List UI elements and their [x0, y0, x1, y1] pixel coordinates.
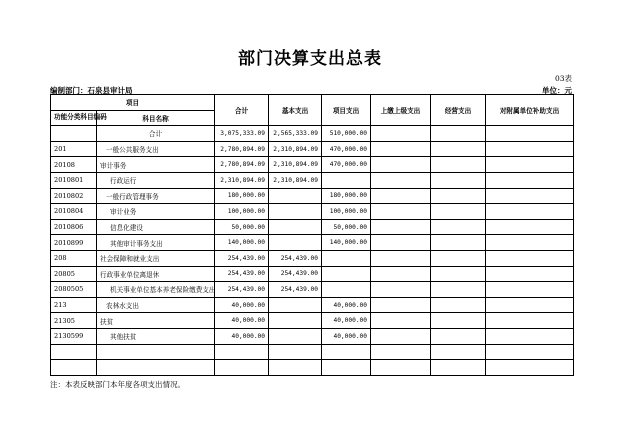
- table-row: [51, 328, 574, 344]
- cell-project: 510,000.00: [322, 126, 371, 142]
- cell-subject-name: 其他审计事务支出: [97, 235, 215, 251]
- cell-basic: [269, 297, 322, 313]
- cell-total: 50,000.00: [215, 219, 269, 235]
- cell-code: 201: [51, 141, 97, 157]
- cell-code: 2010801: [51, 172, 97, 188]
- table-row: [51, 282, 574, 298]
- cell-business: [431, 204, 486, 220]
- cell-business: [431, 126, 486, 142]
- cell-basic: 2,565,333.09: [269, 126, 322, 142]
- cell-business: [431, 297, 486, 313]
- cell-subject-name: 合计: [97, 126, 215, 142]
- cell-upload: [371, 126, 431, 142]
- cell-total: 180,000.00: [215, 188, 269, 204]
- cell-subject-name: 扶贫: [97, 313, 215, 329]
- cell-subsidy: [486, 188, 574, 204]
- cell-project: [322, 282, 371, 298]
- cell-project: [322, 266, 371, 282]
- cell-project: 180,000.00: [322, 188, 371, 204]
- expenditure-table: [50, 94, 574, 376]
- cell-subject-name: 一般行政管理事务: [97, 188, 215, 204]
- table-row: [51, 313, 574, 329]
- cell-basic: 254,439.00: [269, 282, 322, 298]
- footnote: 注：本表反映部门本年度各项支出情况。: [50, 380, 185, 389]
- cell-total: [215, 344, 269, 360]
- cell-business: [431, 328, 486, 344]
- cell-basic: 254,439.00: [269, 250, 322, 266]
- cell-code: 2010804: [51, 204, 97, 220]
- cell-business: [431, 141, 486, 157]
- cell-project: [322, 344, 371, 360]
- cell-upload: [371, 219, 431, 235]
- cell-business: [431, 235, 486, 251]
- header-project-expenditure: 项目支出: [322, 95, 371, 126]
- cell-business: [431, 219, 486, 235]
- table-row: [51, 172, 574, 188]
- header-business: 经营支出: [431, 95, 486, 126]
- cell-total: 3,075,333.09: [215, 126, 269, 142]
- cell-subject-name: 行政事业单位离退休: [97, 266, 215, 282]
- cell-business: [431, 282, 486, 298]
- cell-upload: [371, 250, 431, 266]
- header-basic: 基本支出: [269, 95, 322, 126]
- cell-total: 254,439.00: [215, 250, 269, 266]
- cell-code: 20108: [51, 157, 97, 173]
- cell-business: [431, 266, 486, 282]
- cell-subject-name: 一般公共服务支出: [97, 141, 215, 157]
- cell-total: 254,439.00: [215, 282, 269, 298]
- cell-subsidy: [486, 141, 574, 157]
- cell-upload: [371, 157, 431, 173]
- header-subsidy: 对附属单位补助支出: [486, 95, 574, 126]
- cell-basic: [269, 328, 322, 344]
- cell-code: 20805: [51, 266, 97, 282]
- cell-code: 2080505: [51, 282, 97, 298]
- cell-total: 40,000.00: [215, 328, 269, 344]
- cell-subsidy: [486, 297, 574, 313]
- cell-basic: [269, 188, 322, 204]
- cell-subject-name: 社会保障和就业支出: [97, 250, 215, 266]
- cell-upload: [371, 328, 431, 344]
- cell-subsidy: [486, 157, 574, 173]
- cell-code: 213: [51, 297, 97, 313]
- table-code: 03表: [554, 74, 572, 83]
- cell-subsidy: [486, 360, 574, 376]
- cell-subsidy: [486, 266, 574, 282]
- cell-subject-name: 信息化建设: [97, 219, 215, 235]
- table-row: [51, 344, 574, 360]
- cell-project: [322, 250, 371, 266]
- cell-basic: 2,310,894.09: [269, 141, 322, 157]
- cell-project: [322, 360, 371, 376]
- cell-project: 40,000.00: [322, 328, 371, 344]
- cell-project: 140,000.00: [322, 235, 371, 251]
- cell-basic: 2,310,894.09: [269, 157, 322, 173]
- cell-code: 208: [51, 250, 97, 266]
- cell-subject-name: 行政运行: [97, 172, 215, 188]
- cell-code: 21305: [51, 313, 97, 329]
- cell-business: [431, 157, 486, 173]
- table-row: [51, 235, 574, 251]
- cell-project: 40,000.00: [322, 297, 371, 313]
- cell-upload: [371, 188, 431, 204]
- cell-business: [431, 188, 486, 204]
- cell-subsidy: [486, 313, 574, 329]
- cell-total: 2,310,894.09: [215, 172, 269, 188]
- table-row: [51, 266, 574, 282]
- cell-total: 2,780,894.09: [215, 141, 269, 157]
- cell-subject-name: [97, 360, 215, 376]
- cell-project: 470,000.00: [322, 157, 371, 173]
- cell-subsidy: [486, 344, 574, 360]
- cell-subsidy: [486, 172, 574, 188]
- table-row: [51, 141, 574, 157]
- cell-business: [431, 313, 486, 329]
- cell-subject-name: 其他扶贫: [97, 328, 215, 344]
- cell-basic: [269, 344, 322, 360]
- cell-code: [51, 360, 97, 376]
- header-project: 项目: [51, 95, 215, 111]
- cell-business: [431, 360, 486, 376]
- cell-subject-name: 农林水支出: [97, 297, 215, 313]
- cell-code: 2130599: [51, 328, 97, 344]
- cell-code: [51, 344, 97, 360]
- cell-subsidy: [486, 328, 574, 344]
- table-row: [51, 204, 574, 220]
- cell-upload: [371, 235, 431, 251]
- table-body: [51, 126, 574, 376]
- table-row: [51, 157, 574, 173]
- header-total: 合计: [215, 95, 269, 126]
- cell-business: [431, 250, 486, 266]
- table-row: [51, 188, 574, 204]
- cell-upload: [371, 204, 431, 220]
- table-row: [51, 219, 574, 235]
- cell-subsidy: [486, 219, 574, 235]
- cell-basic: [269, 360, 322, 376]
- cell-basic: [269, 235, 322, 251]
- cell-total: 2,780,894.09: [215, 157, 269, 173]
- cell-total: 254,439.00: [215, 266, 269, 282]
- cell-upload: [371, 282, 431, 298]
- cell-subject-name: 审计业务: [97, 204, 215, 220]
- cell-business: [431, 172, 486, 188]
- cell-subsidy: [486, 250, 574, 266]
- cell-basic: [269, 219, 322, 235]
- cell-subject-name: [97, 344, 215, 360]
- cell-project: 40,000.00: [322, 313, 371, 329]
- header-subject-name: 科目名称: [97, 110, 215, 126]
- cell-project: 100,000.00: [322, 204, 371, 220]
- table-row: [51, 126, 574, 142]
- cell-subsidy: [486, 204, 574, 220]
- cell-project: 470,000.00: [322, 141, 371, 157]
- cell-upload: [371, 297, 431, 313]
- cell-total: [215, 360, 269, 376]
- cell-subsidy: [486, 126, 574, 142]
- cell-subsidy: [486, 235, 574, 251]
- cell-basic: 2,310,894.09: [269, 172, 322, 188]
- cell-project: 50,000.00: [322, 219, 371, 235]
- cell-subsidy: [486, 282, 574, 298]
- cell-code: 2010802: [51, 188, 97, 204]
- header-upload: 上缴上级支出: [371, 95, 431, 126]
- cell-basic: [269, 313, 322, 329]
- cell-total: 100,000.00: [215, 204, 269, 220]
- cell-business: [431, 344, 486, 360]
- cell-upload: [371, 360, 431, 376]
- cell-upload: [371, 172, 431, 188]
- header-func-code: 功能分类科目编码: [51, 110, 97, 126]
- cell-code: [51, 126, 97, 142]
- table-row: [51, 360, 574, 376]
- table-row: [51, 250, 574, 266]
- cell-code: 2010899: [51, 235, 97, 251]
- table-row: [51, 297, 574, 313]
- department-label: 编制部门：石泉县审计局: [50, 86, 133, 95]
- cell-subject-name: 机关事业单位基本养老保险缴费支出: [97, 282, 215, 298]
- cell-upload: [371, 141, 431, 157]
- cell-upload: [371, 266, 431, 282]
- cell-upload: [371, 344, 431, 360]
- cell-project: [322, 172, 371, 188]
- cell-basic: [269, 204, 322, 220]
- cell-total: 40,000.00: [215, 297, 269, 313]
- cell-basic: 254,439.00: [269, 266, 322, 282]
- page-title: 部门决算支出总表: [238, 49, 382, 69]
- unit-label: 单位：元: [542, 86, 572, 95]
- cell-upload: [371, 313, 431, 329]
- cell-code: 2010806: [51, 219, 97, 235]
- cell-total: 40,000.00: [215, 313, 269, 329]
- cell-subject-name: 审计事务: [97, 157, 215, 173]
- cell-total: 140,000.00: [215, 235, 269, 251]
